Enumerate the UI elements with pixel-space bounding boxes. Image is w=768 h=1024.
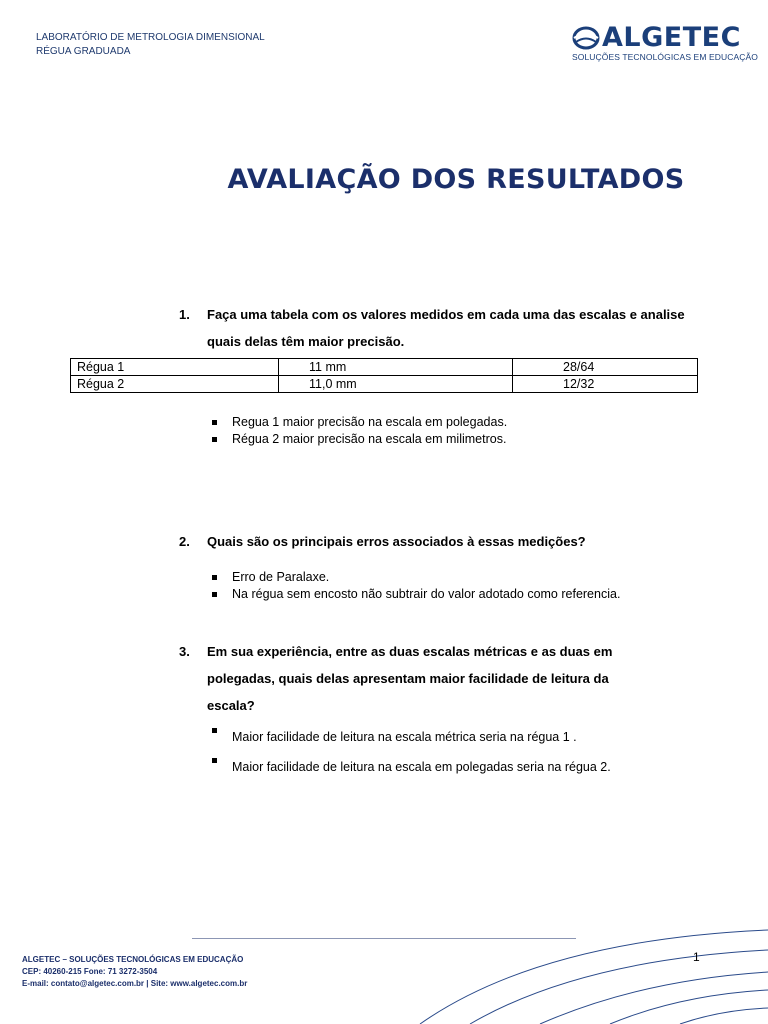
answer-list-2 (212, 569, 620, 603)
document-header (36, 31, 265, 59)
logo-tagline: SOLUÇÕES TECNOLÓGICAS EM EDUCAÇÃO (572, 52, 758, 62)
logo-wordmark: ALGETEC (602, 22, 741, 53)
results-table (70, 358, 698, 393)
question-number: 3. (179, 644, 190, 659)
logo-globe-icon (572, 26, 600, 50)
list-item: Erro de Paralaxe. (212, 569, 620, 586)
table-cell: 28/64 (513, 359, 698, 376)
page-title: AVALIAÇÃO DOS RESULTADOS (227, 164, 685, 195)
list-item: Régua 2 maior precisão na escala em milimetros. (212, 431, 507, 448)
answer-list-3 (212, 722, 611, 782)
table-cell: Régua 1 (71, 359, 279, 376)
list-item: Na régua sem encosto não subtrair do valor adotado como referencia. (212, 586, 620, 603)
table-cell: 11,0 mm (279, 376, 513, 393)
page-number: 1 (693, 950, 700, 964)
table-cell: Régua 2 (71, 376, 279, 393)
header-subject: RÉGUA GRADUADA (36, 46, 131, 57)
table-cell: 12/32 (513, 376, 698, 393)
algetec-logo (572, 22, 758, 64)
footer-email-site: E-mail: contato@algetec.com.br | Site: www.algetec.com.br (22, 979, 248, 988)
question-text: Quais são os principais erros associados à essas medições? (207, 534, 586, 549)
question-number: 2. (179, 534, 190, 549)
footer-contact (22, 954, 247, 990)
footer-swoosh-decoration (380, 920, 768, 1024)
question-text: Faça uma tabela com os valores medidos em cada uma das escalas e analise quais delas têm maior precisão. (207, 307, 685, 349)
table-cell: 11 mm (279, 359, 513, 376)
list-item: Maior facilidade de leitura na escala métrica seria na régua 1 . (212, 722, 611, 752)
list-item: Regua 1 maior precisão na escala em polegadas. (212, 414, 507, 431)
answer-list-1 (212, 414, 507, 448)
question-text: Em sua experiência, entre as duas escalas métricas e as duas em polegadas, quais delas apresentam maior facilidade de leitura da escala? (207, 644, 613, 713)
question-number: 1. (179, 307, 190, 322)
footer-address: CEP: 40260-215 Fone: 71 3272-3504 (22, 967, 158, 976)
list-item: Maior facilidade de leitura na escala em polegadas seria na régua 2. (212, 752, 611, 782)
table-row (71, 376, 698, 393)
table-row (71, 359, 698, 376)
footer-company: ALGETEC – SOLUÇÕES TECNOLÓGICAS EM EDUCAÇÃO (22, 955, 244, 964)
header-lab-name: LABORATÓRIO DE METROLOGIA DIMENSIONAL (36, 32, 265, 43)
